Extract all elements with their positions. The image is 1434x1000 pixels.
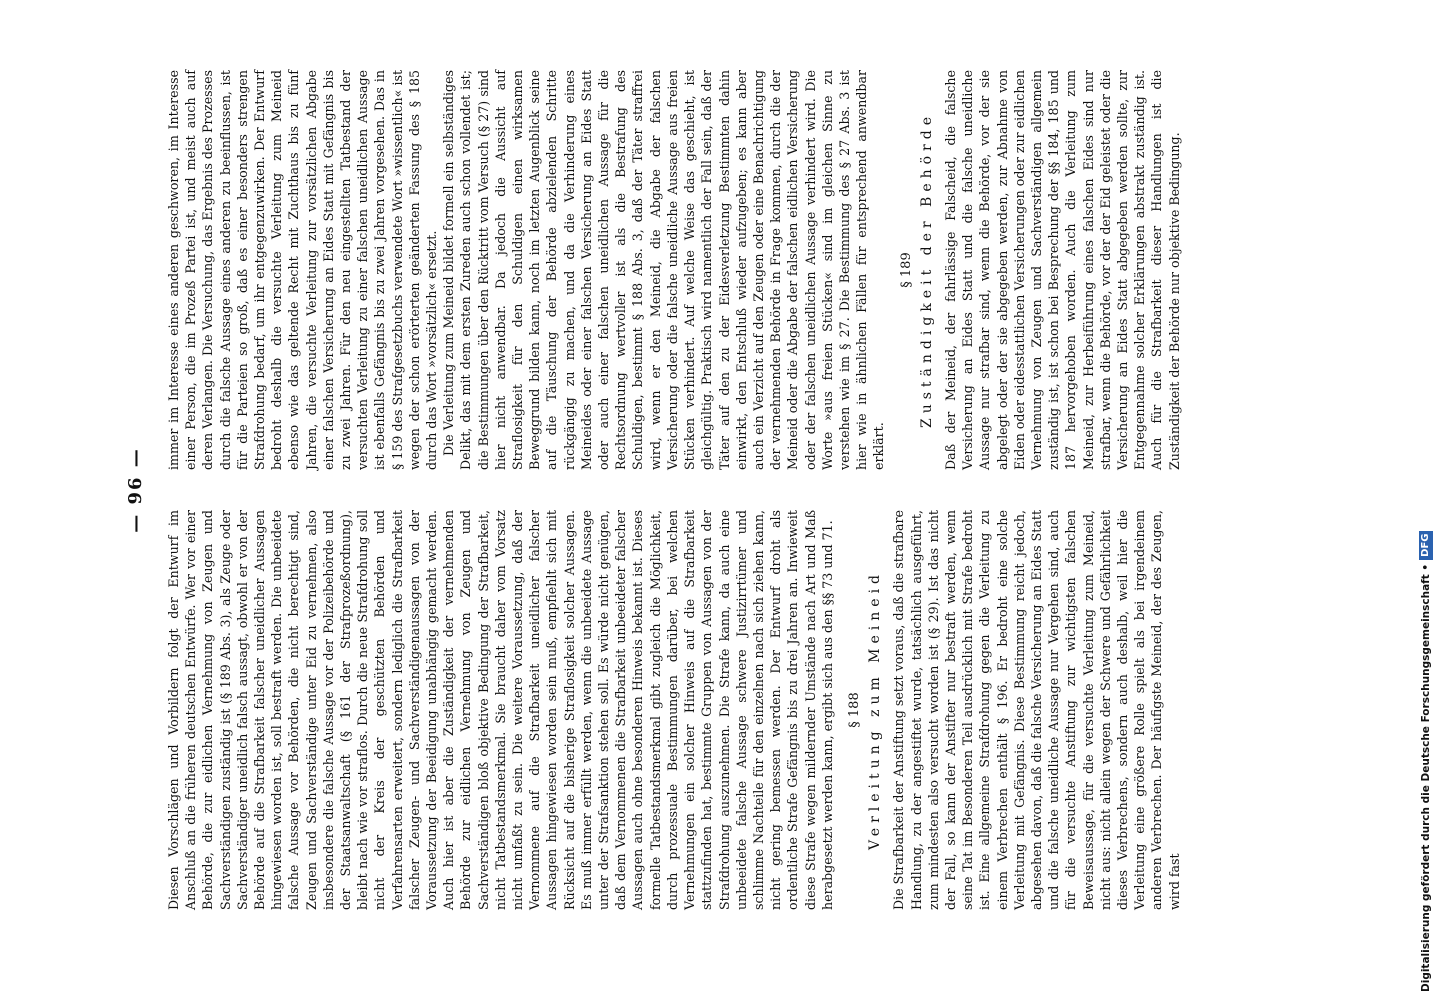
paragraph: Daß der Meineid, der fahrlässige Falscheid, die falsche Versicherung an Eides Statt und die falsche uneidliche Aussage nur strafbar sind, wenn die Behörde, vor der sie abgelegt oder der sie abgegeben werden, zur Abnahme von Eiden oder eidesstattlichen Versicherungen oder zur eidlichen Vernehmung von Zeugen und Sachverständigen allgemein zuständig ist, ist schon bei Besprechung der §§ 184, 185 und 187 hervorgehoben worden. Auch die Verleitung zum Meineid, zur Herbeiführung eines falschen Eides sind nur strafbar, wenn die Behörde, vor der der Eid geleistet oder die Versicherung an Eides Statt abgegeben werden sollte, zur Entgegennahme solcher Erklärungen abstrakt zuständig ist. Auch für die Strafbarkeit dieser Handlungen ist die Zuständigkeit der Behörde nur objektive Bedingung. xyxy=(942,70,1182,470)
paragraph: Diesen Vorschlägen und Vorbildern folgt der Entwurf im Anschluß an die früheren deutschen Entwürfe. Wer vor einer Behörde, die zur eidlichen Vernehmung von Zeugen und Sachverständigen zuständig ist (§ 189 Abs. 3), als Zeuge oder Sachverständiger uneidlich falsch aussagt, obwohl er von der Behörde auf die Strafbarkeit falscher uneidlicher Aussagen hingewiesen worden ist, soll bestraft werden. Die unbeeidete falsche Aussage vor Behörden, die nicht berechtigt sind, Zeugen und Sachverständige unter Eid zu vernehmen, also insbesondere die falsche Aussage vor der Polizeibehörde und der Staatsanwaltschaft (§ 161 der Strafprozeßordnung), bleibt nach wie vor straflos. Durch die neue Strafdrohung soll nicht der Kreis der geschützten Behörden und Verfahrensarten erweitert, sondern lediglich die Strafbarkeit falscher Zeugen- und Sachverständigenaussagen von der Voraussetzung der Beeidigung unabhängig gemacht werden. Auch hier ist aber die Zuständigkeit der vernehmenden Behörde zur eidlichen Vernehmung von Zeugen und Sachverständigen bloß objektive Bedingung der Strafbarkeit, nicht Tatbestandsmerkmal. Sie braucht daher vom Vorsatz nicht umfaßt zu sein. Die weitere Voraussetzung, daß der Vernommene auf die Strafbarkeit uneidlicher falscher Aussagen hingewiesen worden sein muß, empfiehlt sich mit Rücksicht auf die bisherige Straflosigkeit solcher Aussagen. Es muß immer erfüllt werden, wenn die unbeeidete Aussage unter der Strafsanktion stehen soll. Es würde nicht genügen, daß dem Vernommenen die Strafbarkeit unbeeideter falscher Aussagen auch ohne besonderen Hinweis bekannt ist. Dieses formelle Tatbestandsmerkmal gibt zugleich die Möglichkeit, durch prozessuale Bestimmungen darüber, bei welchen Vernehmungen ein solcher Hinweis auf die Strafbarkeit stattzufinden hat, bestimmte Gruppen von Aussagen von der Strafdrohung auszunehmen. Die Strafe kann, da auch eine unbeeidete falsche Aussage schwere Justizirrtümer und schlimme Nachteile für den einzelnen nach sich ziehen kann, nicht gering bemessen werden. Der Entwurf droht als ordentliche Strafe Gefängnis bis zu drei Jahren an. Inwieweit diese Strafe wegen mildernder Umstände nach Art und Maß herabgesetzt werden kann, ergibt sich aus den §§ 73 und 71. xyxy=(166,510,835,910)
paragraph: Die Strafbarkeit der Anstiftung setzt voraus, daß die strafbare Handlung, zu der angestiftet wurde, tatsächlich ausgeführt, zum mindesten also versucht worden ist (§ 29). Ist das nicht der Fall, so kann der Anstifter nur bestraft werden, wenn seine Tat im Besonderen Teil ausdrücklich mit Strafe bedroht ist. Eine allgemeine Strafdrohung gegen die Verleitung zu einem Verbrechen enthält § 196. Er bedroht eine solche Verleitung mit Gefängnis. Diese Bestimmung reicht jedoch, abgesehen davon, daß die falsche Versicherung an Eides Statt und die falsche uneidliche Aussage nur Vergehen sind, auch für die versuchte Anstiftung zur wichtigsten falschen Beweisaussage, für die versuchte Verleitung zum Meineid, nicht aus: nicht allein wegen der Schwere und Gefährlichkeit dieses Verbrechens, sondern auch deshalb, weil hier die Verleitung eine größere Rolle spielt als bei irgendeinem anderen Verbrechen. Der häufigste Meineid, der des Zeugen, wird fast xyxy=(891,510,1182,910)
section-number: § 189 xyxy=(898,252,914,288)
paragraph: Die Verleitung zum Meineid bildet formell ein selbständiges Delikt, das mit dem ersten Zureden auch schon vollendet ist; die Bestimmungen über den Rücktritt vom Versuch (§ 27) sind hier nicht anwendbar. Da jedoch die Aussicht auf Straflosigkeit für den Schuldigen einen wirksamen Beweggrund bilden kann, noch im letzten Augenblick seine auf die Täuschung der Behörde abzielenden Schritte rückgängig zu machen, und da die Verhinderung eines Meineides oder einer falschen Versicherung an Eides Statt oder auch einer falschen uneidlichen Aussage für die Rechtsordnung wertvoller ist als die Bestrafung des Schuldigen, bestimmt § 188 Abs. 3, daß der Täter straffrei wird, wenn er den Meineid, die Abgabe der falschen Versicherung oder die falsche uneidliche Aussage aus freien Stücken verhindert. Auf welche Weise das geschieht, ist gleichgültig. Praktisch wird namentlich der Fall sein, daß der Täter auf den zu der Eidesverletzung Bestimmten dahin einwirkt, den Entschluß wieder aufzugeben; es kann aber auch ein Verzicht auf den Zeugen oder eine Benachrichtigung der vernehmenden Behörde in Frage kommen, durch die der Meineid oder die Abgabe der falschen eidlichen Versicherung oder der falschen uneidlichen Aussage verhindert wird. Die Worte »aus freien Stücken« sind im gleichen Sinne zu verstehen wie im § 27. Die Bestimmung des § 27 Abs. 3 ist hier wie in ähnlichen Fällen für entsprechend anwendbar erklärt. xyxy=(441,70,887,470)
digitization-credit xyxy=(1418,12,1434,992)
left-column xyxy=(165,510,1183,910)
paragraph: immer im Interesse eines anderen geschworen, im Interesse einer Person, die im Prozeß Partei ist, und meist auch auf deren Verlangen. Die Versuchung, das Ergebnis des Prozesses durch die falsche Aussage eines anderen zu beeinflussen, ist für die Parteien so groß, daß es einer besonders strengen Strafdrohung bedarf, um ihr entgegenzuwirken. Der Entwurf bedroht deshalb die versuchte Verleitung zum Meineid ebenso wie das geltende Recht mit Zuchthaus bis zu fünf Jahren, die versuchte Verleitung zur vorsätzlichen Abgabe einer falschen Versicherung an Eides Statt mit Gefängnis bis zu zwei Jahren. Für den neu eingestellten Tatbestand der versuchten Verleitung zu einer falschen uneidlichen Aussage ist ebenfalls Gefängnis bis zu zwei Jahren vorgesehen. Das in § 159 des Strafgesetzbuchs verwendete Wort »wissentlich« ist wegen der schon erörterten geänderten Fassung des § 185 durch das Wort »vorsätzlich« ersetzt. xyxy=(166,70,440,470)
rotated-page xyxy=(125,70,1335,910)
dfg-logo: DFG xyxy=(1419,531,1433,560)
section-number: § 188 xyxy=(846,692,862,728)
right-column xyxy=(165,70,1183,470)
page-number: — 96 — xyxy=(125,447,146,533)
section-title: Zuständigkeit der Behörde xyxy=(918,112,935,428)
section-title: Verleitung zum Meineid xyxy=(867,569,884,851)
credit-text: Digitalisierung gefördert durch die Deutsche Forschungsgemeinschaft • xyxy=(1420,563,1432,992)
